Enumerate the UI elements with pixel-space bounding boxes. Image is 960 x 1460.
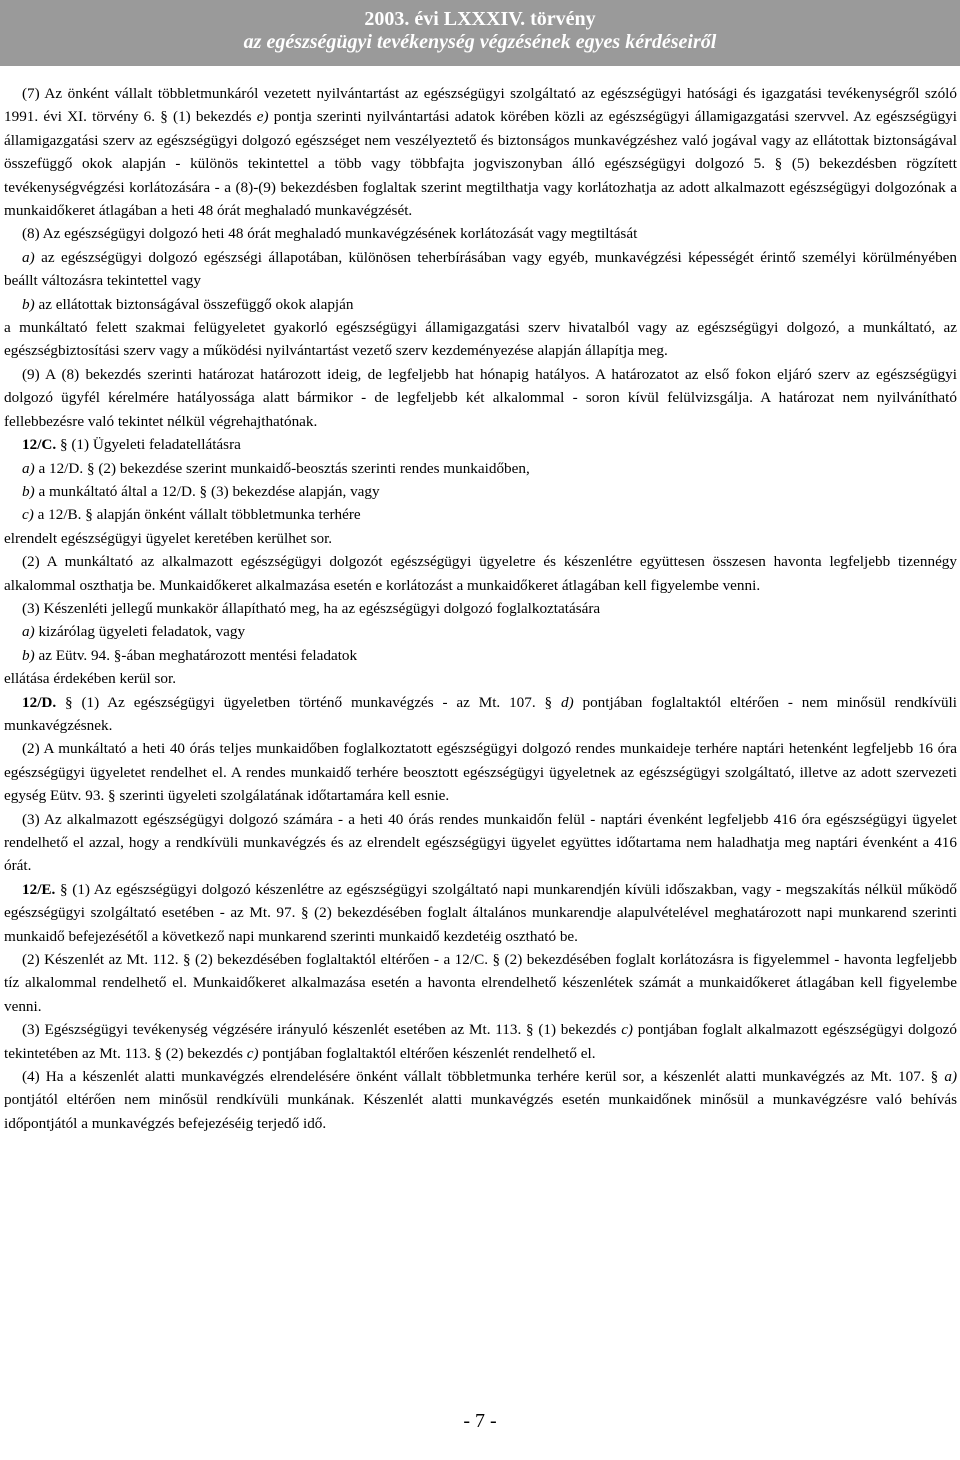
paragraph: 12/D. § (1) Az egészségügyi ügyeletben történő munkavégzés - az Mt. 107. § d) pontjában foglaltaktól eltérően - nem minősül rendkívüli munkavégzésnek. xyxy=(4,693,957,734)
document-body xyxy=(4,82,957,1135)
paragraph: (3) Egészségügyi tevékenység végzésére irányuló készenlét esetében az Mt. 113. § (1) bekezdés c) pontjában foglalt alkalmazott egészségügyi dolgozó tekintetében az Mt. 113. § (2) bekezdés c) pontjában foglaltaktól eltérően készenlét rendelhető el. xyxy=(4,1021,957,1062)
document-subtitle: az egészségügyi tevékenység végzésének egyes kérdéseiről xyxy=(243,31,717,53)
paragraph: elrendelt egészségügyi ügyelet keretében kerülhet sor. xyxy=(4,529,333,547)
page-header xyxy=(0,0,960,66)
paragraph: 12/E. § (1) Az egészségügyi dolgozó készenlétre az egészségügyi szolgáltató napi munkarendjén kívüli időszakban, vagy - megszakítás nélkül működő egészségügyi szolgáltató esetében - az Mt. 97. § (2) bekezdésében foglalt általános munkarendje alapulvételével meghatározott napi munkarend szerinti munkaidő befejezésétől a következő napi munkarend szerinti munkaidő kezdetéig osztható be. xyxy=(4,880,957,945)
paragraph: a) kizárólag ügyeleti feladatok, vagy xyxy=(22,623,246,641)
paragraph: (9) A (8) bekezdés szerinti határozat határozott ideig, de legfeljebb hat hónapig hatályos. A határozatot az első fokon eljáró szerv az egészségügyi dolgozó ügyfél kérelmére hatályossága alatt bármikor - de legfeljebb két alkalommal - soron kívül felülvizsgálja. A határozat nem nyilvánítható fellebbezésre való tekintet nélkül végrehajthatónak. xyxy=(4,365,957,430)
paragraph: (2) A munkáltató az alkalmazott egészségügyi dolgozót egészségügyi ügyeletre és készenlétre együttesen összesen havonta legfeljebb tizennégy alkalommal oszthatja be. Munkaidőkeret alkalmazása esetén e korlátozást a munkaidőkeret átlagában kell figyelembe venni. xyxy=(4,553,957,594)
paragraph: (4) Ha a készenlét alatti munkavégzés elrendelésére önként vállalt többletmunka terhére kerül sor, a készenlét alatti munkavégzés az Mt. 107. § a) pontjától eltérően nem minősül rendkívüli munkának. Készenlét alatti munkavégzés esetén munkaidőnek minősül a munkavégzésre való behívás időpontjától a munkavégzés befejezéséig terjedő idő. xyxy=(4,1068,957,1132)
paragraph: (2) Készenlét az Mt. 112. § (2) bekezdésében foglaltaktól eltérően - a 12/C. § (2) bekezdésében foglalt korlátozásra is figyelemmel - havonta legfeljebb tíz alkalommal rendelhető el. Munkaidőkeret alkalmazása esetén a havonta elrendelhető készenlétek számát a munkaidőkeret átlagában kell figyelembe venni. xyxy=(4,951,957,1015)
paragraph: (3) Az alkalmazott egészségügyi dolgozó számára - a heti 40 órás rendes munkaidőn felül - naptári évenként legfeljebb 416 óra egészségügyi ügyelet rendelhető el azzal, hogy a rendkívüli munkavégzés és az elrendelt egészségügyi ügyelet együttes időtartama nem haladhatja meg naptári évenként a 416 órát. xyxy=(4,810,957,875)
paragraph: ellátása érdekében kerül sor. xyxy=(4,670,177,688)
paragraph: c) a 12/B. § alapján önként vállalt többletmunka terhére xyxy=(22,506,361,524)
paragraph: b) az ellátottak biztonságával összefüggő okok alapján xyxy=(22,295,354,313)
paragraph: b) a munkáltató által a 12/D. § (3) bekezdése alapján, vagy xyxy=(22,482,380,500)
paragraph: 12/C. § (1) Ügyeleti feladatellátásra xyxy=(22,436,241,454)
paragraph: a) a 12/D. § (2) bekezdése szerint munkaidő-beosztás szerinti rendes munkaidőben, xyxy=(22,459,530,477)
document-title: 2003. évi LXXXIV. törvény xyxy=(364,8,596,30)
paragraph: (3) Készenléti jellegű munkakör állapítható meg, ha az egészségügyi dolgozó foglalkoztatására xyxy=(22,599,601,617)
paragraph: (7) Az önként vállalt többletmunkáról vezetett nyilvántartást az egészségügyi szolgáltató az egészségügyi hatósági és igazgatási tevékenységről szóló 1991. évi XI. törvény 6. § (1) bekezdés e) pontja szerinti nyilvántartási adatok körében közli az egészségügyi államigazgatási szervvel. Az egészségügyi államigazgatási szerv az egészségügyi dolgozó egészséget nem veszélyeztető és biztonságos munkavégzéshez való jogával vagy az ellátottak biztonságával összefüggő okok alapján - különös tekintettel a több vagy többfajta jogviszonyban álló egészségügyi dolgozó 5. § (5) bekezdésben rögzített tevékenységvégzési korlátozására - a (8)-(9) bekezdésben foglaltak szerint megtilthatja vagy korlátozhatja az adott alkalmazott egészségügyi dolgozónak a munkaidőkeret átlagában a heti 48 órát meghaladó munkavégzését. xyxy=(4,85,957,220)
paragraph: a munkáltató felett szakmai felügyeletet gyakorló egészségügyi államigazgatási szerv hivatalból vagy az egészségügyi dolgozó, a munkáltató, az egészségbiztosítási szerv vagy a működési nyilvántartást vezető szerv kezdeményezése alapján állapítja meg. xyxy=(4,319,957,360)
paragraph: a) az egészségügyi dolgozó egészségi állapotában, különösen teherbírásában vagy egyéb, munkavégzési képességét érintő személyi körülményében beállt változásra tekintettel vagy xyxy=(4,248,957,290)
page-number: - 7 - xyxy=(463,1410,497,1432)
paragraph: (2) A munkáltató a heti 40 órás teljes munkaidőben foglalkoztatott egészségügyi dolgozó rendes munkaideje terhére naptári hetenként legfeljebb 16 óra egészségügyi ügyeletet rendelhet el. A rendes munkaidő terhére beosztott egészségügyi ügyeletnek az egészségügyi szolgáltató, illetve az adott szervezeti egység Eütv. 93. § szerinti ügyeleti szolgálatának időtartamára kell esnie. xyxy=(4,740,957,805)
paragraph: b) az Eütv. 94. §-ában meghatározott mentési feladatok xyxy=(22,646,358,664)
paragraph: (8) Az egészségügyi dolgozó heti 48 órát meghaladó munkavégzésének korlátozását vagy megtiltását xyxy=(22,225,638,243)
